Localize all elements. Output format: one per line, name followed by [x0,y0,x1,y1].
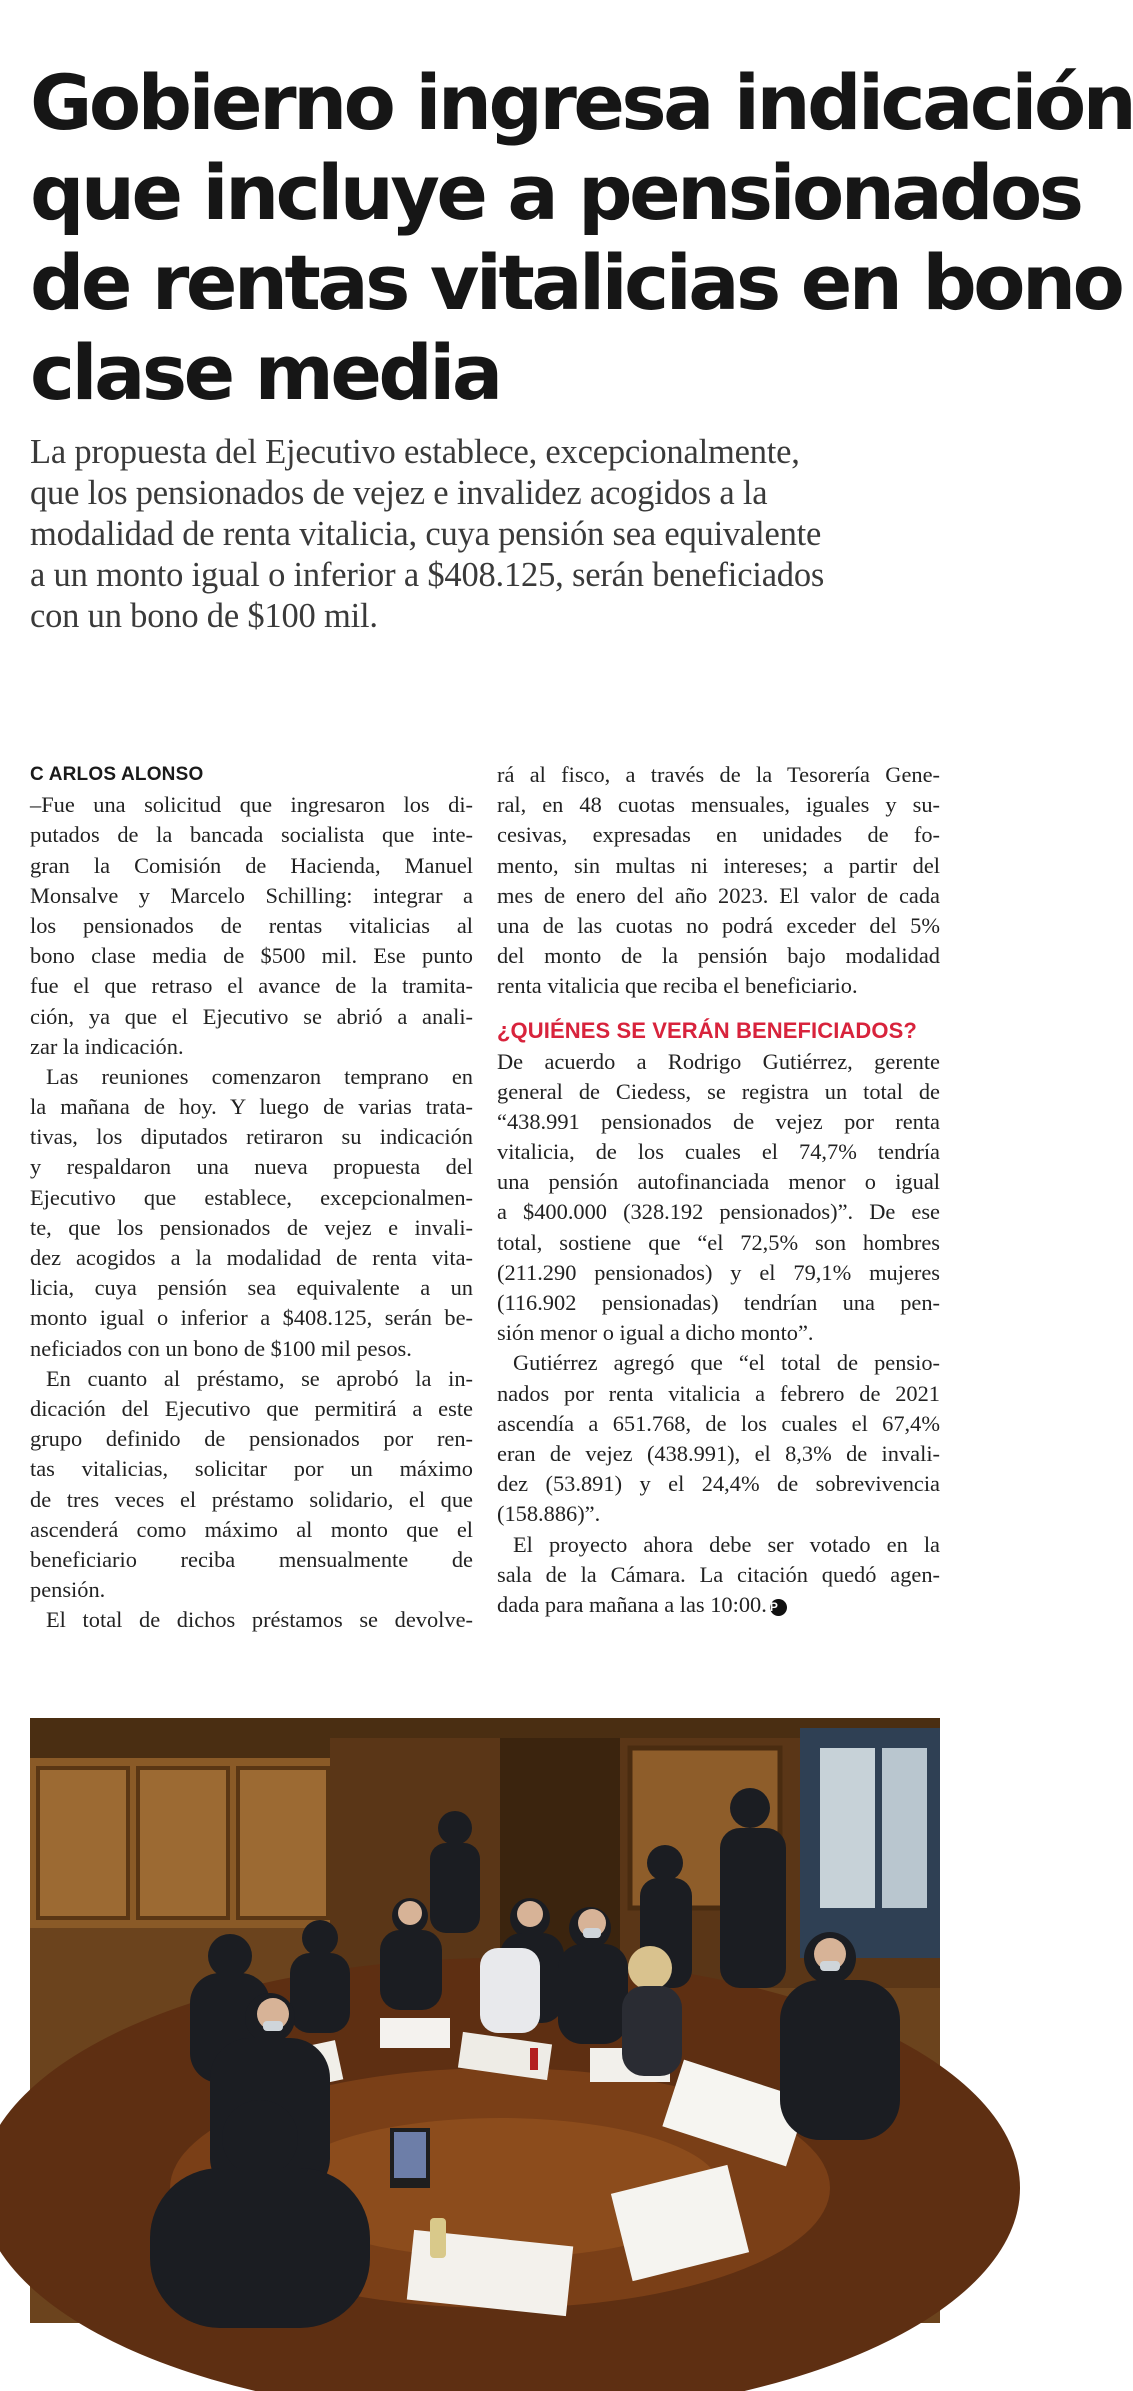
body-line: sión menor o igual a dicho monto”. [497,1320,814,1346]
deck [30,432,940,637]
section-subhead: ¿QUIÉNES SE VERÁN BENEFICIADOS? [497,1017,917,1043]
body-line: Gutiérrez agregó que “el total de pensio- [513,1350,940,1376]
body-line: putados de la bancada socialista que inte- [30,822,473,848]
body-line: sala de la Cámara. La citación quedó agen- [497,1561,940,1587]
body-line: Ejecutivo que establece, excepcionalmen- [30,1184,473,1210]
body-line: dicación del Ejecutivo que permitirá a este [30,1395,473,1421]
body-line: El total de dichos préstamos se devolve- [46,1607,473,1633]
body-line: zar la indicación. [30,1033,184,1059]
body-column-left [30,760,473,1635]
end-of-article-mark: P [770,1599,787,1616]
body-line: gran la Comisión de Hacienda, Manuel [30,852,473,878]
body-line: Monsalve y Marcelo Schilling: integrar a [30,882,473,908]
body-line: tivas, los diputados retiraron su indicación [30,1124,473,1150]
body-line: fue el que retraso el avance de la tramita- [30,973,473,999]
body-line: renta vitalicia que reciba el beneficiario. [497,973,858,999]
body-line: De acuerdo a Rodrigo Gutiérrez, gerente [497,1048,940,1074]
deck-line: a un monto igual o inferior a $408.125, serán beneficiados [30,556,825,594]
body-column-right [497,760,940,1620]
section-spacer [497,1002,940,1015]
body-line: licia, cuya pensión sea equivalente a un [30,1275,473,1301]
body-line: grupo definido de pensionados por ren- [30,1426,473,1452]
body-line: El proyecto ahora debe ser votado en la [513,1531,940,1557]
body-line: ascendía a 651.768, de los cuales el 67,4% [497,1410,940,1436]
body-line: mento, sin multas ni intereses; a partir del [497,852,940,878]
body-line: del monto de la pensión bajo modalidad [497,943,940,969]
body-line: dez acogidos a la modalidad de renta vita- [30,1245,473,1270]
body-line: y respaldaron una nueva propuesta del [30,1154,473,1180]
deck-line: que los pensionados de vejez e invalidez acogidos a la [30,474,768,512]
body-line: te, que los pensionados de vejez e invali- [30,1214,473,1240]
body-line: una pensión autofinanciada menor o igual [497,1169,940,1195]
body-line: nados por renta vitalicia a febrero de 2021 [497,1380,940,1406]
body-line: eran de vejez (438.991), el 8,3% de invali- [497,1440,940,1466]
body-line: tas vitalicias, solicitar por un máximo [30,1456,473,1482]
body-line: la mañana de hoy. Y luego de varias trata- [30,1094,473,1120]
body-line: total, sostiene que “el 72,5% son hombres [497,1229,940,1255]
body-line: dez (53.891) y el 24,4% de sobrevivencia [497,1471,940,1497]
body-line: ral, en 48 cuotas mensuales, iguales y su- [497,792,940,818]
body-line: Las reuniones comenzaron temprano en [46,1063,473,1089]
body-line: (116.902 pensionadas) tendrían una pen- [497,1290,940,1315]
deck-line: La propuesta del Ejecutivo establece, excepcionalmente, [30,433,800,471]
body-line: pensión. [30,1577,106,1603]
headline-line: clase media [30,328,500,417]
body-line: “438.991 pensionados de vejez por renta [497,1108,940,1134]
headline [30,58,1133,418]
body-line: ascenderá como máximo al monto que el [30,1516,473,1542]
body-line: a $400.000 (328.192 pensionados)”. De ese [497,1199,940,1225]
body-line: cesivas, expresadas en unidades de fo- [497,822,940,848]
body-line: (211.290 pensionados) y el 79,1% mujeres [497,1259,940,1285]
body-line: de tres veces el préstamo solidario, el que [30,1486,473,1512]
body-line: –Fue una solicitud que ingresaron los di- [30,792,473,818]
article-photo [30,1718,940,2323]
body-line: beneficiario reciba mensualmente de [30,1546,473,1572]
headline-line: Gobierno ingresa indicación [30,58,1133,147]
headline-line: que incluye a pensionados [30,148,1081,237]
body-line: mes de enero del año 2023. El valor de cada [497,882,940,908]
body-line: vitalicia, de los cuales el 74,7% tendría [497,1139,940,1165]
body-line: ción, ya que el Ejecutivo se abrió a anali- [30,1003,473,1029]
body-line-text: dada para mañana a las 10:00. [497,1591,767,1617]
body-line: rá al fisco, a través de la Tesorería Gene- [497,762,940,787]
byline: C ARLOS ALONSO [30,764,204,785]
body-line: (158.886)”. [497,1501,601,1527]
headline-line: de rentas vitalicias en bono [30,238,1122,327]
body-line: bono clase media de $500 mil. Ese punto [30,943,473,969]
body-line: neficiados con un bono de $100 mil pesos. [30,1335,412,1361]
body-line: En cuanto al préstamo, se aprobó la in- [46,1365,473,1391]
deck-line: modalidad de renta vitalicia, cuya pensión sea equivalente [30,515,822,553]
body-line: los pensionados de rentas vitalicias al [30,912,473,938]
body-line: una de las cuotas no podrá exceder del 5% [497,912,940,938]
body-line: general de Ciedess, se registra un total de [497,1078,940,1104]
body-line: monto igual o inferior a $408.125, serán be- [30,1305,473,1331]
body-line-final [497,1590,940,1620]
deck-line: con un bono de $100 mil. [30,597,378,635]
